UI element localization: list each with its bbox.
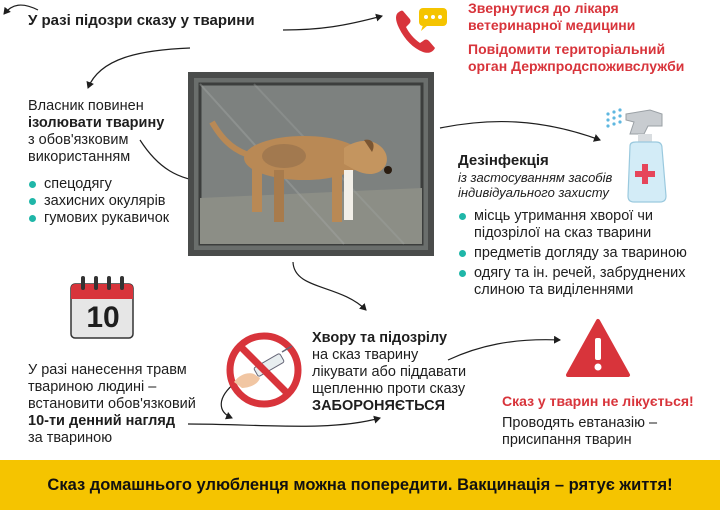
no-syringe-icon	[224, 330, 304, 410]
arrow-to-owner	[88, 48, 190, 88]
injury-line-3: встановити обов'язковий	[28, 396, 196, 412]
arrow-to-contact	[283, 16, 382, 30]
owner-block	[28, 98, 169, 227]
phone-chat-icon	[393, 6, 455, 54]
injury-observation: 10-ти денний нагляд	[28, 413, 176, 429]
disinfection-item-3a: одягу та ін. речей, забруднених	[474, 265, 686, 281]
disinfection-title: Дезінфекція	[458, 152, 549, 169]
owner-line-3: з обов'язковим	[28, 132, 129, 148]
list-item	[458, 208, 716, 242]
contact-line-2: ветеринарної медицини	[468, 17, 636, 33]
disinfection-subtitle-1: із застосуванням засобів	[458, 170, 613, 185]
disinfection-list	[458, 208, 716, 299]
injury-block	[28, 362, 196, 447]
list-item: захисних окулярів	[28, 193, 169, 210]
incurable-line-1: Проводять евтаназію –	[502, 415, 658, 431]
list-item	[458, 265, 716, 299]
contact-authority	[468, 41, 684, 75]
treatment-line-2: на сказ тварину	[312, 347, 419, 363]
disinfection-item-3b: слиною та виділеннями	[474, 282, 634, 298]
list-item	[458, 245, 716, 262]
calendar-icon	[68, 274, 138, 340]
owner-isolate: ізолювати тварину	[28, 115, 165, 131]
calendar-number: 10	[86, 301, 120, 334]
list-item: спецодягу	[28, 176, 169, 193]
footer-banner	[0, 460, 720, 510]
treatment-block	[312, 330, 466, 415]
arrow-to-treatment	[293, 262, 366, 310]
incurable-line-2: присипання тварин	[502, 432, 632, 448]
disinfection-item-1b: підозрілої на сказ тварини	[474, 225, 652, 241]
arrow-to-disinfection	[440, 122, 600, 140]
footer-text: Сказ домашнього улюбленця можна попередити. Вакцинація – рятує життя!	[47, 475, 673, 494]
disinfection-item-1a: місць утримання хворої чи	[474, 208, 654, 224]
contact-vet	[468, 0, 635, 34]
warning-icon	[565, 318, 631, 378]
injury-line-2: твариною людині –	[28, 379, 157, 395]
owner-list	[28, 176, 169, 227]
owner-line-1: Власник повинен	[28, 98, 144, 114]
incurable-block	[502, 393, 694, 449]
disinfection-item-2: предметів догляду за твариною	[474, 245, 687, 261]
arrow-injury-to-treatment	[188, 418, 380, 426]
owner-line-4: використанням	[28, 149, 131, 165]
treatment-line-3: лікувати або піддавати	[312, 364, 467, 380]
treatment-line-4: щепленню проти сказу	[312, 381, 466, 397]
contact-line-4: орган Держпродспоживслужби	[468, 58, 685, 74]
contact-line-1: Звернутися до лікаря	[468, 0, 619, 16]
disinfection-subtitle	[458, 170, 716, 200]
treatment-forbidden: ЗАБОРОНЯЄТЬСЯ	[312, 398, 446, 414]
list-item: гумових рукавичок	[28, 210, 169, 227]
contact-line-3: Повідомити територіальний	[468, 41, 666, 57]
disinfection-subtitle-2: індивідуального захисту	[458, 185, 609, 200]
dog-enclosure-photo	[188, 72, 434, 256]
incurable-title: Сказ у тварин не лікується!	[502, 393, 694, 409]
injury-line-1: У разі нанесення травм	[28, 362, 187, 378]
trigger-text: У разі підозри сказу у тварини	[28, 12, 255, 29]
injury-line-5: за твариною	[28, 430, 113, 446]
treatment-line-1: Хвору та підозрілу	[312, 330, 448, 346]
disinfection-block	[458, 152, 716, 299]
